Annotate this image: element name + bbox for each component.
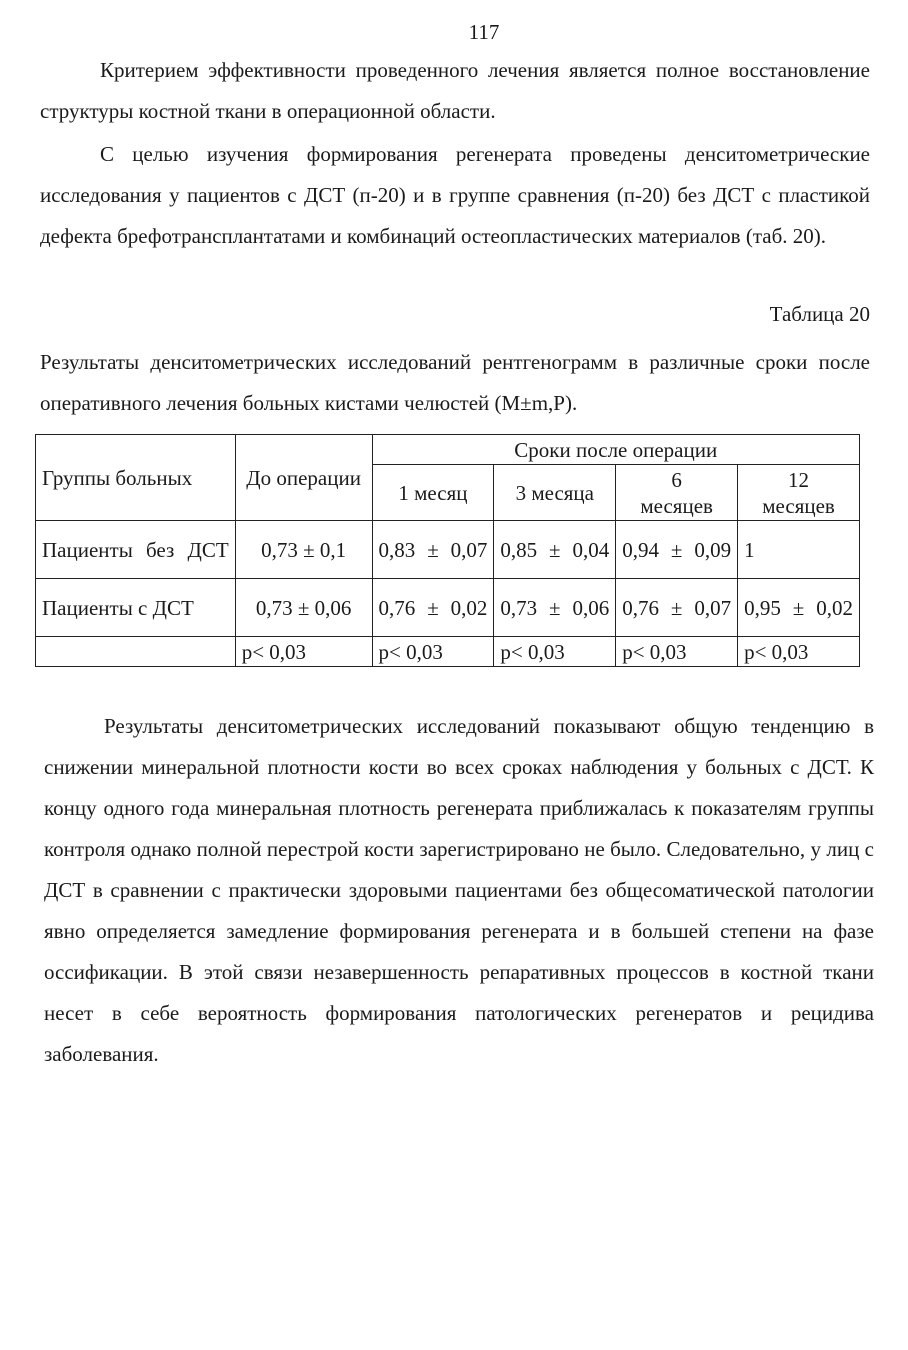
row-group	[36, 637, 236, 667]
row-1-month: p< 0,03	[372, 637, 494, 667]
table-row	[36, 521, 860, 579]
row-3-months: p< 0,03	[494, 637, 616, 667]
row-3-months: 0,73 ± 0,06	[494, 579, 616, 637]
row-before: 0,73 ± 0,06	[235, 579, 372, 637]
header-6-months-number: 6	[671, 467, 682, 492]
row-before: p< 0,03	[235, 637, 372, 667]
densitometry-table	[35, 434, 860, 667]
table-label: Таблица 20	[769, 302, 870, 326]
paragraph-results: Результаты денситометрических исследований показывают общую тенденцию в снижении минеральной плотности кости во всех сроках наблюдения у больных с ДСТ. К концу одного года минеральная плотность регенерата приближалась к показателям группы контроля однако полной перестрой кости зарегистрировано не было. Следовательно, у лиц с ДСТ в сравнении с практически здоровыми пациентами без общесоматической патологии явно определяется замедление формирования регенерата и в большей степени на фазе оссификации. В этой связи незавершенность репаративных процессов в костной ткани несет в себе вероятность формирования патологических регенератов и рецидива заболевания.	[44, 714, 874, 1066]
row-group: Пациенты с ДСТ	[36, 579, 236, 637]
row-6-months: 0,76 ± 0,07	[616, 579, 738, 637]
row-6-months: p< 0,03	[616, 637, 738, 667]
row-3-months: 0,85 ± 0,04	[494, 521, 616, 579]
header-terms-after-operation: Сроки после операции	[372, 435, 859, 465]
table-caption: Результаты денситометрических исследований рентгенограмм в различные сроки после оперативного лечения больных кистами челюстей (M±m,P).	[40, 350, 870, 415]
table-row	[36, 637, 860, 667]
header-12-months-word: месяцев	[762, 493, 835, 518]
row-group: Пациенты без ДСТ	[36, 521, 236, 579]
header-3-months: 3 месяца	[494, 465, 616, 521]
header-6-months-word: месяцев	[640, 493, 713, 518]
header-before-operation: До операции	[235, 435, 372, 521]
paragraph-criterion: Критерием эффективности проведенного лечения является полное восстановление структуры костной ткани в операционной области.	[40, 58, 870, 123]
row-12-months: 0,95 ± 0,02	[738, 579, 860, 637]
header-6-months	[616, 465, 738, 521]
paragraph-study-purpose: С целью изучения формирования регенерата проведены денситометрические исследования у пациентов с ДСТ (п-20) и в группе сравнения (п-20) без ДСТ с пластикой дефекта брефотрансплантатами и комбинаций остеопластических материалов (таб. 20).	[40, 142, 870, 248]
header-1-month: 1 месяц	[372, 465, 494, 521]
header-12-months-number: 12	[788, 467, 810, 492]
header-groups: Группы больных	[36, 435, 236, 521]
row-6-months: 0,94 ± 0,09	[616, 521, 738, 579]
page-number: 117	[468, 20, 500, 44]
table-row	[36, 579, 860, 637]
row-before: 0,73 ± 0,1	[235, 521, 372, 579]
row-12-months: 1	[738, 521, 860, 579]
header-12-months	[738, 465, 860, 521]
row-1-month: 0,83 ± 0,07	[372, 521, 494, 579]
row-12-months: p< 0,03	[738, 637, 860, 667]
row-1-month: 0,76 ± 0,02	[372, 579, 494, 637]
